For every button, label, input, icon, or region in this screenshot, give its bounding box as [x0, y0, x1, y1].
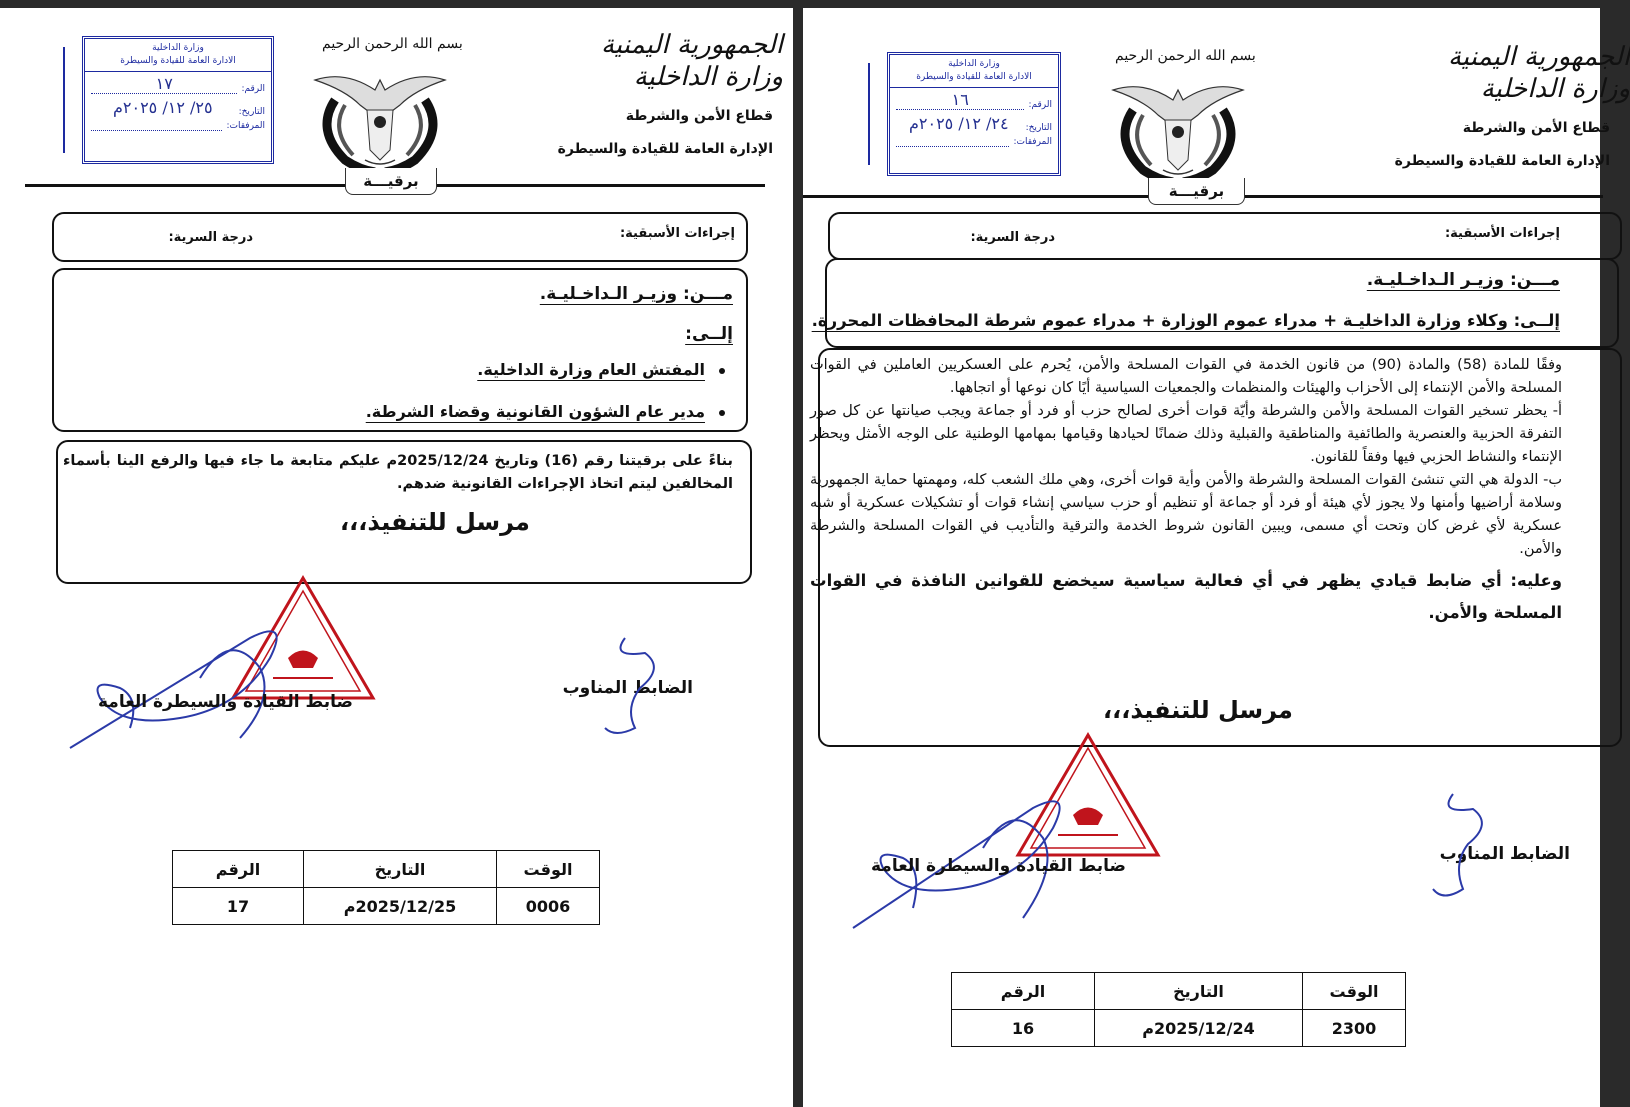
previous-actions-label: إجراءات الأسبقية:: [1444, 226, 1560, 241]
doc-type-tab: برقيـــة: [1148, 178, 1245, 205]
message-meta-table: [172, 850, 600, 925]
stamp-number-label: الرقم:: [241, 84, 265, 94]
yemen-emblem-icon: [1103, 70, 1253, 190]
body-paragraph: ب- الدولة هي التي تنشئ القوات المسلحة والشرطة والأمن وأية قوات أخرى، وهي ملك الشعب كله، ومهمتها حماية الجمهورية وسلامة أراضيها وأمنها ولا يجوز لأي هيئة أو فرد أو جماعة أو تنظيم أو حزب سياسي إنشاء قوات أو تشكيلات عسكرية أو شبه عسكرية لأي غرض كان وتحت أي مسمى، ويبين القانون شروط الخدمة والترقية والتأديب في القوات المسلحة والشرطة والأمن.: [810, 472, 1562, 557]
meta-table-header-row: [952, 973, 1406, 1010]
sector-title: قطاع الأمن والشرطة: [625, 108, 773, 124]
meta-table-value-row: [173, 888, 600, 925]
meta-header-number: الرقم: [173, 851, 304, 888]
stamp-line-department: الادارة العامة للقيادة والسيطرة: [120, 56, 236, 66]
bismillah: بسم الله الرحمن الرحيم: [1115, 48, 1256, 64]
recipient-text: المفتش العام وزارة الداخلية.: [477, 360, 705, 379]
conclusion-paragraph: وعليه: أي ضابط قيادي يظهر في أي فعالية سياسية سيخضع للقوانين النافذة في القوات المسلحة والأمن.: [810, 571, 1562, 622]
previous-actions-label: إجراءات الأسبقية:: [619, 226, 735, 241]
stamp-date-label: التاريخ:: [238, 107, 265, 117]
incoming-stamp: [82, 36, 274, 164]
body-text: بناءً على برقيتنا رقم (16) وتاريخ 2025/12/24م عليكم متابعة ما جاء فيها والرفع الينا بأسماء المخالفين ليتم اتخاذ الإجراءات القانونية ضدهم.: [63, 453, 733, 492]
meta-value-number: 16: [952, 1010, 1095, 1047]
incoming-stamp: [887, 52, 1061, 176]
stamp-date-value: ٢٥/ ١٢/ ٢٠٢٥م: [112, 98, 213, 117]
meta-value-time: 2300: [1303, 1010, 1406, 1047]
meta-header-date: التاريخ: [304, 851, 497, 888]
republic-title: الجمهورية اليمنية: [1447, 42, 1630, 72]
ministry-title: وزارة الداخلية: [633, 62, 783, 92]
signature-label-duty-officer: الضابط المناوب: [562, 678, 693, 698]
meta-value-date: 2025/12/24م: [1095, 1010, 1303, 1047]
closing-text: مرسل للتنفيذ،،،: [340, 508, 530, 536]
signature-scribble-icon: [60, 598, 390, 758]
meta-table-header-row: [173, 851, 600, 888]
bismillah: بسم الله الرحمن الرحيم: [322, 36, 463, 52]
meta-header-time: الوقت: [497, 851, 600, 888]
document-page-left: [0, 8, 793, 1107]
body-paragraph: أ- يحظر تسخير القوات المسلحة والأمن والشرطة وأيّة قوات أخرى لصالح حزب أو فرد أو جماعة ويجب صيانتها عن كل صور التفرقة الحزبية والعنصرية والطائفية والمناطقية والقبلية وذلك ضمانًا لحيادها وقيامها بمهامها الوطنية على الوجه الأمثل ويحظر الإنتماء والنشاط الحزبي فيها وفقاً للقانون.: [810, 403, 1562, 465]
stamp-number-value: ١٧: [91, 74, 237, 94]
signature-label-duty-officer: الضابط المناوب: [1439, 844, 1570, 864]
department-title: الإدارة العامة للقيادة والسيطرة: [557, 141, 773, 157]
stamp-date-value: ٢٤/ ١٢/ ٢٠٢٥م: [908, 114, 1009, 133]
recipient-item: [477, 360, 725, 379]
body-paragraph: وفقًا للمادة (58) والمادة (90) من قانون الخدمة في القوات المسلحة والأمن، يُحرم على العسكريين العاملين في القوات المسلحة والأمن الإنتماء إلى الأحزاب والهيئات والمنظمات والجمعيات السياسية أيًا كان نوعها أو اتجاهها.: [810, 357, 1563, 396]
meta-header-time: الوقت: [1303, 973, 1406, 1010]
signature-label-general-control: ضابط القيادة والسيطرة العامة: [98, 692, 353, 712]
recipient-item: [366, 402, 725, 421]
meta-value-date: 2025/12/25م: [304, 888, 497, 925]
stamp-date-row: [890, 112, 1058, 135]
stamp-number-label: الرقم:: [1028, 100, 1052, 110]
department-title: الإدارة العامة للقيادة والسيطرة: [1394, 153, 1610, 169]
document-page-right: [803, 8, 1630, 1107]
stamp-number-row: [890, 88, 1058, 112]
meta-value-number: 17: [173, 888, 304, 925]
yemen-emblem-icon: [305, 60, 455, 180]
stamp-number-row: [85, 72, 271, 96]
stamp-attachments-label: المرفقات:: [226, 121, 265, 131]
signature-label-general-control: ضابط القيادة والسيطرة العامة: [871, 856, 1126, 876]
sector-title: قطاع الأمن والشرطة: [1462, 120, 1610, 136]
body-text-block: [810, 354, 1562, 629]
stamp-date-row: [85, 96, 271, 119]
stamp-attachments-label: المرفقات:: [1013, 137, 1052, 147]
bullet-icon: [719, 410, 725, 416]
to-label: إلــى:: [685, 324, 733, 344]
to-line: إلــى: وكلاء وزارة الداخليـة + مدراء عموم الوزارة + مدراء عموم شرطة المحافظات المحررة.: [811, 311, 1560, 330]
stamp-header: [85, 39, 271, 72]
meta-table-value-row: [952, 1010, 1406, 1047]
from-line: مـــن: وزيـر الـداخـليـة.: [539, 284, 733, 304]
stamp-side-mark: [868, 63, 882, 165]
recipient-text: مدير عام الشؤون القانونية وقضاء الشرطة.: [365, 402, 705, 421]
from-line: مـــن: وزيـر الـداخـليـة.: [1366, 270, 1560, 290]
stamp-line-department: الادارة العامة للقيادة والسيطرة: [916, 72, 1032, 82]
republic-title: الجمهورية اليمنية: [600, 30, 783, 60]
stamp-line-ministry: وزارة الداخلية: [948, 59, 1000, 69]
stamp-attachments-row: [890, 135, 1058, 149]
stamp-number-value: ١٦: [896, 90, 1024, 110]
stamp-side-mark: [63, 47, 77, 153]
message-meta-table: [951, 972, 1406, 1047]
stamp-header: [890, 55, 1058, 88]
bullet-icon: [719, 368, 725, 374]
signature-scribble-icon: [843, 768, 1173, 938]
closing-text: مرسل للتنفيذ،،،: [1103, 696, 1293, 724]
meta-value-time: 0006: [497, 888, 600, 925]
meta-header-number: الرقم: [952, 973, 1095, 1010]
secrecy-label: درجة السرية:: [168, 230, 253, 245]
ministry-title: وزارة الداخلية: [1480, 74, 1630, 104]
doc-type-tab: برقيـــة: [345, 168, 437, 195]
secrecy-label: درجة السرية:: [970, 230, 1055, 245]
meta-header-date: التاريخ: [1095, 973, 1303, 1010]
stamp-date-label: التاريخ:: [1025, 123, 1052, 133]
duty-officer-signature-icon: [585, 628, 675, 748]
stamp-attachments-row: [85, 119, 271, 133]
duty-officer-signature-icon: [1413, 784, 1503, 914]
stamp-line-ministry: وزارة الداخلية: [152, 43, 204, 53]
